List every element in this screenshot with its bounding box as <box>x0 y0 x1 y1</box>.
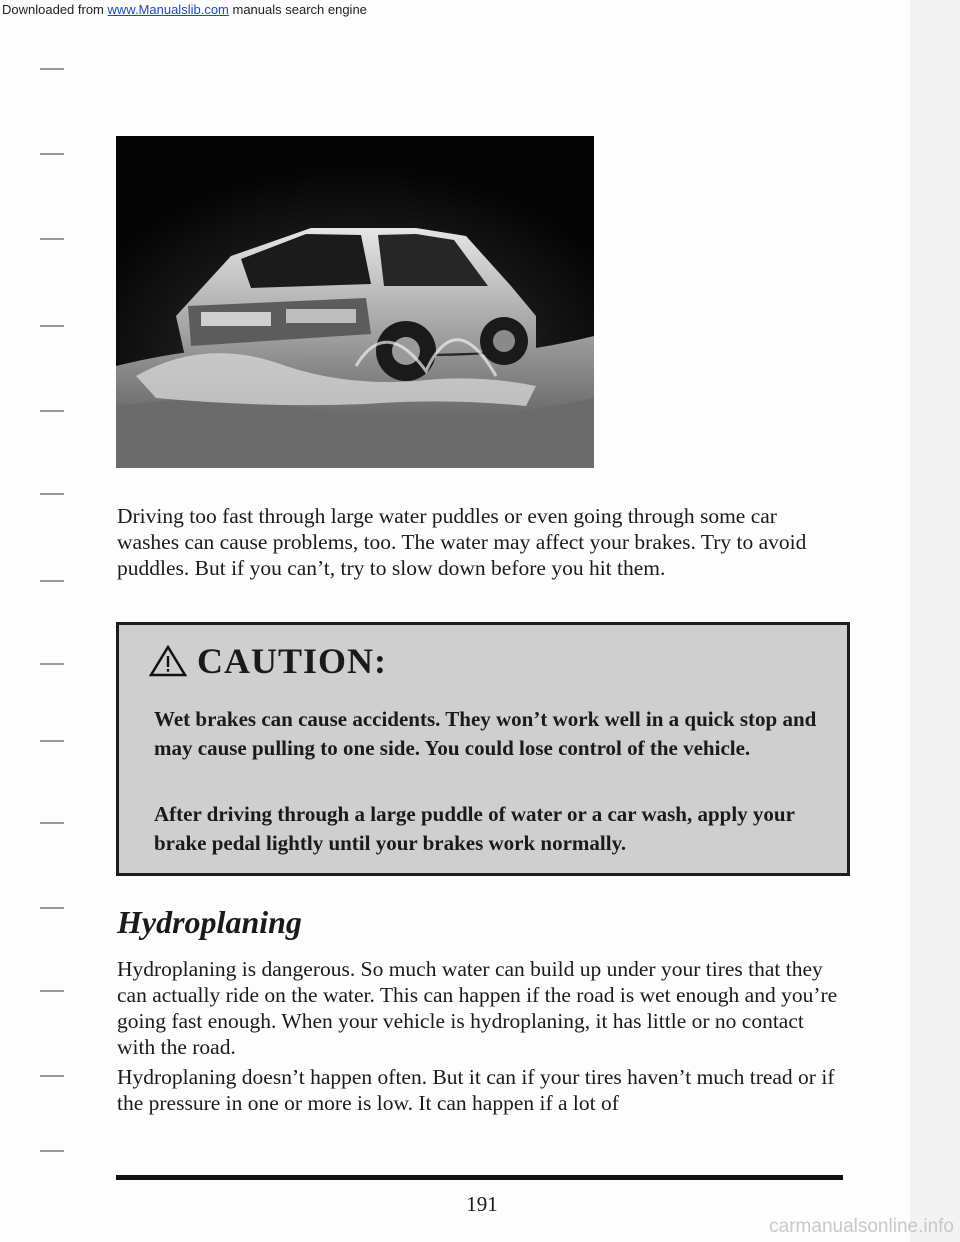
download-prefix: Downloaded from <box>2 2 108 17</box>
car-puddle-illustration <box>116 136 594 468</box>
caution-label: CAUTION: <box>197 641 388 681</box>
caution-box <box>116 622 850 876</box>
download-header <box>2 2 367 17</box>
caution-text-wet-brakes: Wet brakes can cause accidents. They won’t work well in a quick stop and may cause pulling to one side. You could lose control of the vehicle. <box>154 707 817 760</box>
car-puddle-photo <box>116 136 594 468</box>
caution-text-brake-pedal: After driving through a large puddle of water or a car wash, apply your brake pedal lightly until your brakes work normally. <box>154 802 795 855</box>
download-suffix: manuals search engine <box>228 2 367 17</box>
hydroplaning-paragraph-1: Hydroplaning is dangerous. So much water can build up under your tires that they can actually ride on the water. This can happen if the road is wet enough and you’re going fast enough. When your vehicle is hydroplaning, it has little or no contact with the road. <box>117 957 838 1059</box>
hydroplaning-paragraph-2: Hydroplaning doesn’t happen often. But it can if your tires haven’t much tread or if the pressure in one or more is low. It can happen if a lot of <box>117 1065 835 1115</box>
watermark: carmanualsonline.info <box>769 1216 954 1237</box>
water-puddle-paragraph: Driving too fast through large water puddles or even going through some car washes can cause problems, too. The water may affect your brakes. Try to avoid puddles. But if you can’t, try to slow down before you hit them. <box>117 504 807 580</box>
page-number: 191 <box>466 1192 498 1216</box>
manualslib-link[interactable]: www.Manualslib.com <box>107 2 229 17</box>
footer-rule <box>116 1175 843 1180</box>
warning-triangle-icon <box>149 645 187 677</box>
caution-heading <box>149 640 387 682</box>
scan-edge-strip <box>910 0 960 1242</box>
hydroplaning-heading: Hydroplaning <box>117 904 302 940</box>
